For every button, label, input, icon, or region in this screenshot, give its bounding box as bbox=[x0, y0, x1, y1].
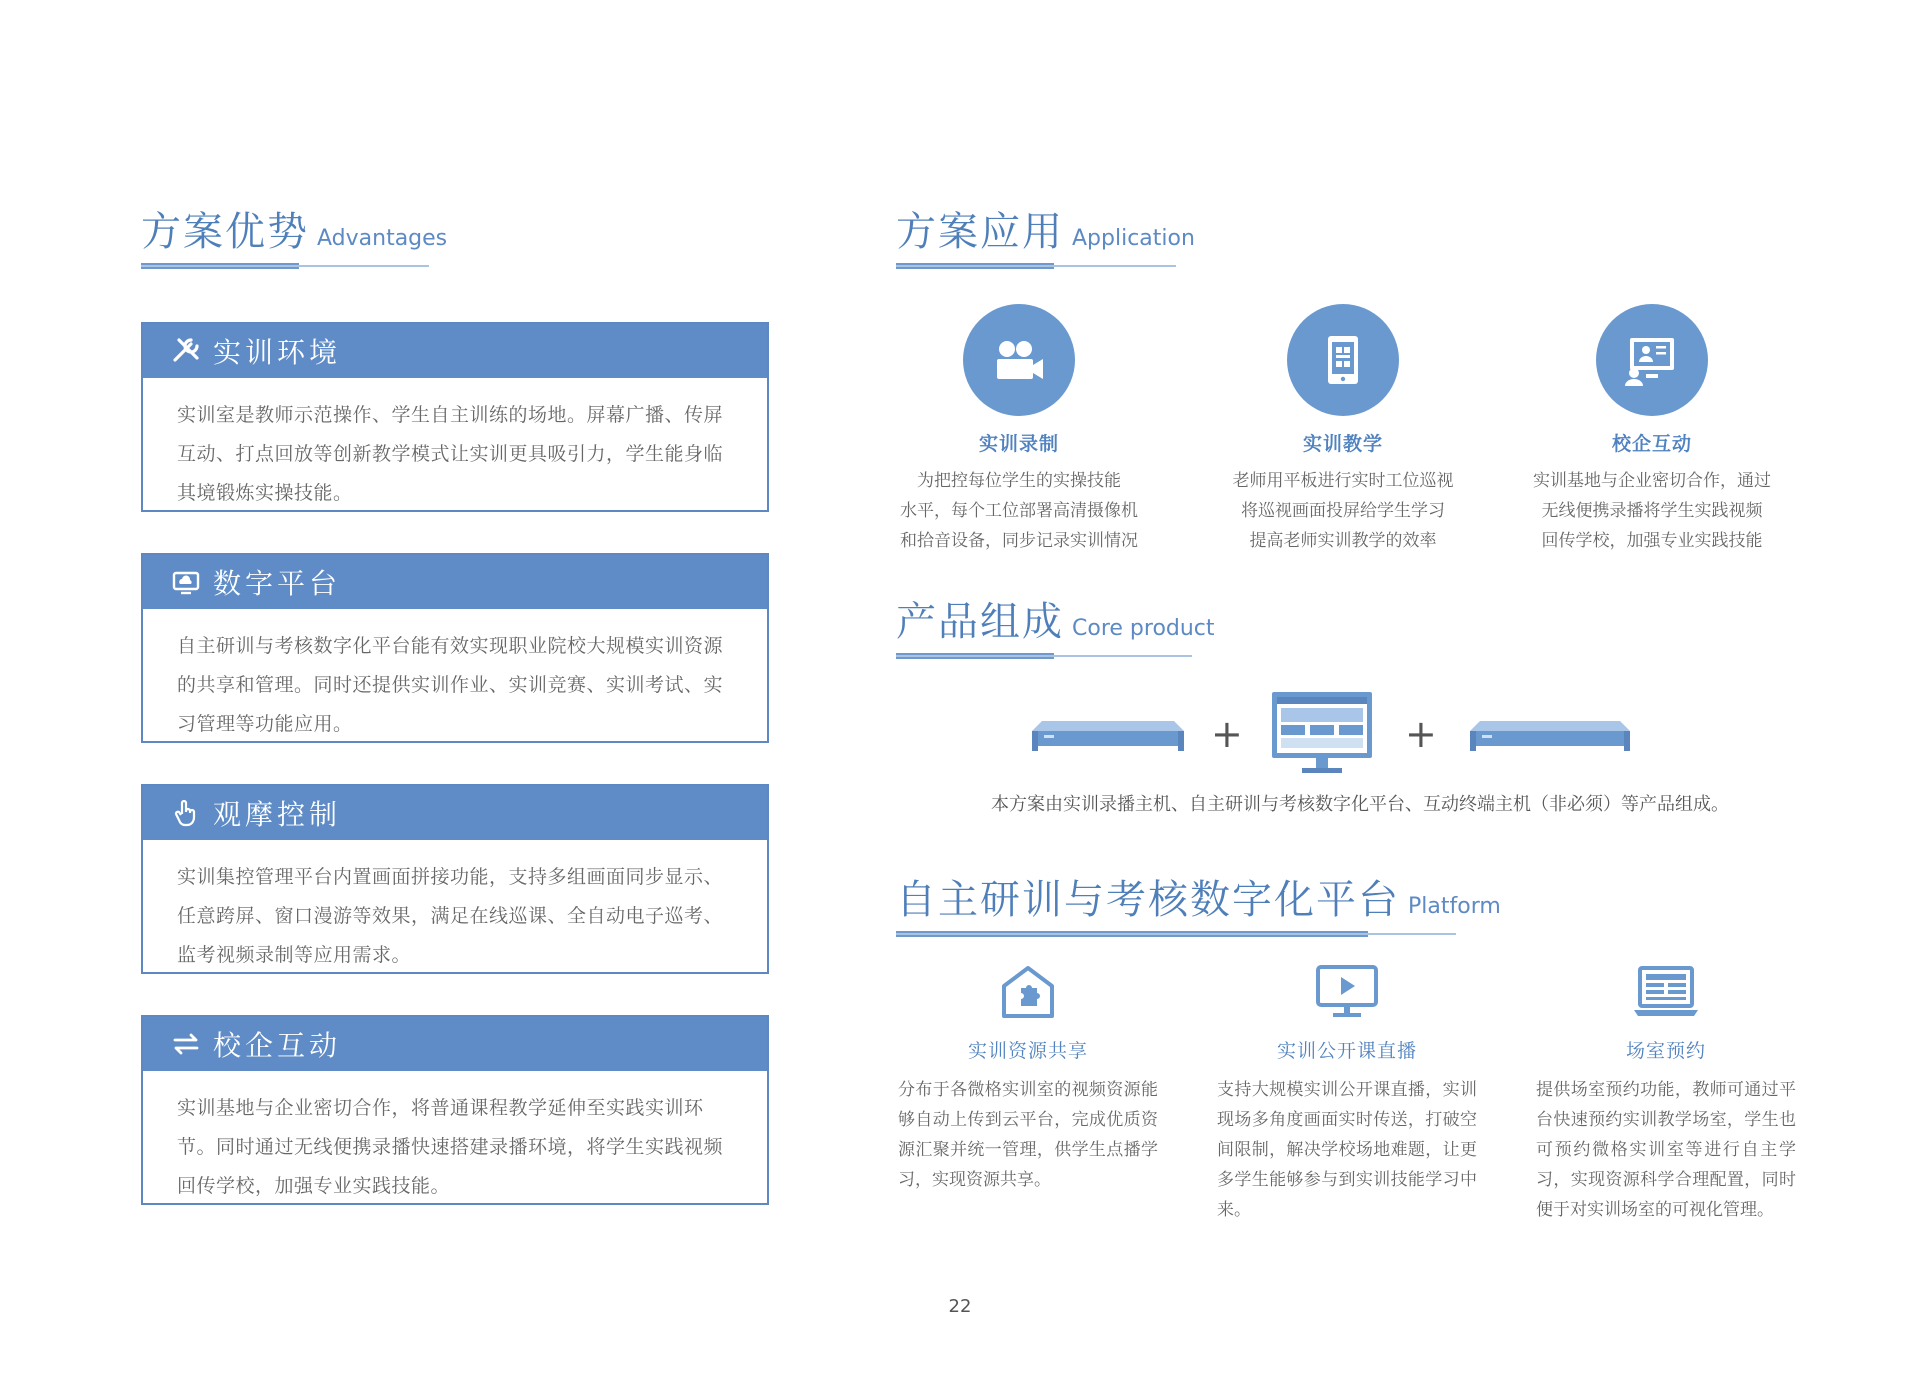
laptop-icon bbox=[1536, 964, 1796, 1026]
platform-item-resource-sharing bbox=[898, 964, 1158, 1195]
application-item-title: 校企互动 bbox=[1611, 433, 1692, 455]
platform-item-title: 实训公开课直播 bbox=[1276, 1040, 1417, 1062]
application-title-zh: 方案应用 bbox=[896, 209, 1064, 255]
advantages-underline-thin bbox=[141, 265, 429, 267]
card-text: 自主研训与考核数字化平台能有效实现职业院校大规模实训资源的共享和管理。同时还提供实训作业、实训竞赛、实训考试、实习管理等功能应用。 bbox=[177, 635, 724, 735]
card-header bbox=[143, 786, 767, 840]
monitor-user-icon bbox=[1596, 304, 1708, 416]
play-monitor-icon bbox=[1217, 964, 1477, 1026]
hand-pointer-icon bbox=[171, 798, 201, 828]
application-item-school-enterprise bbox=[1517, 304, 1787, 556]
platform-item-title: 实训资源共享 bbox=[967, 1040, 1088, 1062]
application-item-recording bbox=[884, 304, 1154, 556]
card-title: 数字平台 bbox=[213, 567, 342, 600]
card-text: 实训基地与企业密切合作，将普通课程教学延伸至实践实训环节。同时通过无线便携录播快速搭建录播环境，将学生实践视频回传学校，加强专业实践技能。 bbox=[177, 1097, 724, 1197]
card-title: 校企互动 bbox=[213, 1029, 342, 1062]
digital-platform-monitor bbox=[1270, 690, 1374, 780]
advantage-card-training-environment bbox=[141, 322, 769, 512]
core-product-title-en: Core product bbox=[1072, 616, 1215, 641]
application-underline-thin bbox=[896, 265, 1176, 267]
core-product-caption: 本方案由实训录播主机、自主研训与考核数字化平台、互动终端主机（非必须）等产品组成。 bbox=[991, 794, 1729, 815]
advantage-card-digital-platform bbox=[141, 553, 769, 743]
platform-item-room-booking bbox=[1536, 964, 1796, 1225]
application-item-teaching bbox=[1208, 304, 1478, 556]
card-header bbox=[143, 324, 767, 378]
card-text: 实训集控管理平台内置画面拼接功能，支持多组画面同步显示、任意跨屏、窗口漫游等效果，满足在线巡课、全自动电子巡考、监考视频录制等应用需求。 bbox=[177, 866, 724, 966]
platform-item-text: 分布于各微格实训室的视频资源能够自动上传到云平台，完成优质资源汇聚并统一管理，供学生点播学习，实现资源共享。 bbox=[898, 1080, 1158, 1190]
application-heading bbox=[896, 200, 1195, 257]
platform-item-live-lesson bbox=[1217, 964, 1477, 1225]
application-item-desc: 老师用平板进行实时工位巡视 将巡视画面投屏给学生学习 提高老师实训教学的效率 bbox=[1232, 471, 1454, 551]
platform-item-title: 场室预约 bbox=[1625, 1040, 1706, 1062]
advantage-card-observation-control bbox=[141, 784, 769, 974]
platform-title-zh: 自主研训与考核数字化平台 bbox=[896, 877, 1400, 923]
application-item-desc: 实训基地与企业密切合作，通过 无线便携录播将学生实践视频 回传学校，加强专业实践技能 bbox=[1533, 471, 1771, 551]
house-puzzle-icon bbox=[898, 964, 1158, 1026]
plus-sign: + bbox=[1405, 712, 1437, 756]
video-camera-icon bbox=[963, 304, 1075, 416]
card-header bbox=[143, 555, 767, 609]
exchange-arrows-icon bbox=[171, 1029, 201, 1059]
platform-item-text: 支持大规模实训公开课直播，实训现场多角度画面实时传送，打破空间限制，解决学校场地难题，让更多学生能够参与到实训技能学习中来。 bbox=[1217, 1080, 1477, 1220]
plus-sign: + bbox=[1211, 712, 1243, 756]
card-title: 实训环境 bbox=[213, 336, 342, 369]
application-item-desc: 为把控每位学生的实操技能 水平，每个工位部署高清摄像机 和拾音设备，同步记录实训情况 bbox=[900, 471, 1138, 551]
application-title-en: Application bbox=[1072, 226, 1195, 251]
platform-item-text: 提供场室预约功能，教师可通过平台快速预约实训教学场室，学生也可预约微格实训室等进行自主学习，实现资源科学合理配置，同时便于对实训场室的可视化管理。 bbox=[1536, 1080, 1796, 1220]
page-number: 22 bbox=[948, 1296, 972, 1317]
tablet-icon bbox=[1287, 304, 1399, 416]
card-title: 观摩控制 bbox=[213, 798, 342, 831]
recording-host-device bbox=[1030, 718, 1186, 756]
advantage-card-school-enterprise bbox=[141, 1015, 769, 1205]
core-product-underline-thin bbox=[896, 655, 1192, 657]
advantages-title-en: Advantages bbox=[317, 226, 448, 251]
card-text: 实训室是教师示范操作、学生自主训练的场地。屏幕广播、传屏互动、打点回放等创新教学模式让实训更具吸引力，学生能身临其境锻炼实操技能。 bbox=[177, 404, 724, 504]
application-item-title: 实训录制 bbox=[978, 433, 1059, 455]
advantages-title-zh: 方案优势 bbox=[141, 209, 309, 255]
interactive-terminal-device bbox=[1468, 718, 1632, 756]
card-header bbox=[143, 1017, 767, 1071]
platform-underline-thin bbox=[896, 933, 1456, 935]
tools-icon bbox=[171, 336, 201, 366]
core-product-title-zh: 产品组成 bbox=[896, 599, 1064, 645]
platform-title-en: Platform bbox=[1408, 894, 1501, 919]
cloud-monitor-icon bbox=[171, 567, 201, 597]
core-product-heading bbox=[896, 590, 1215, 647]
advantages-heading bbox=[141, 200, 447, 257]
platform-heading bbox=[896, 868, 1501, 925]
application-item-title: 实训教学 bbox=[1302, 433, 1383, 455]
